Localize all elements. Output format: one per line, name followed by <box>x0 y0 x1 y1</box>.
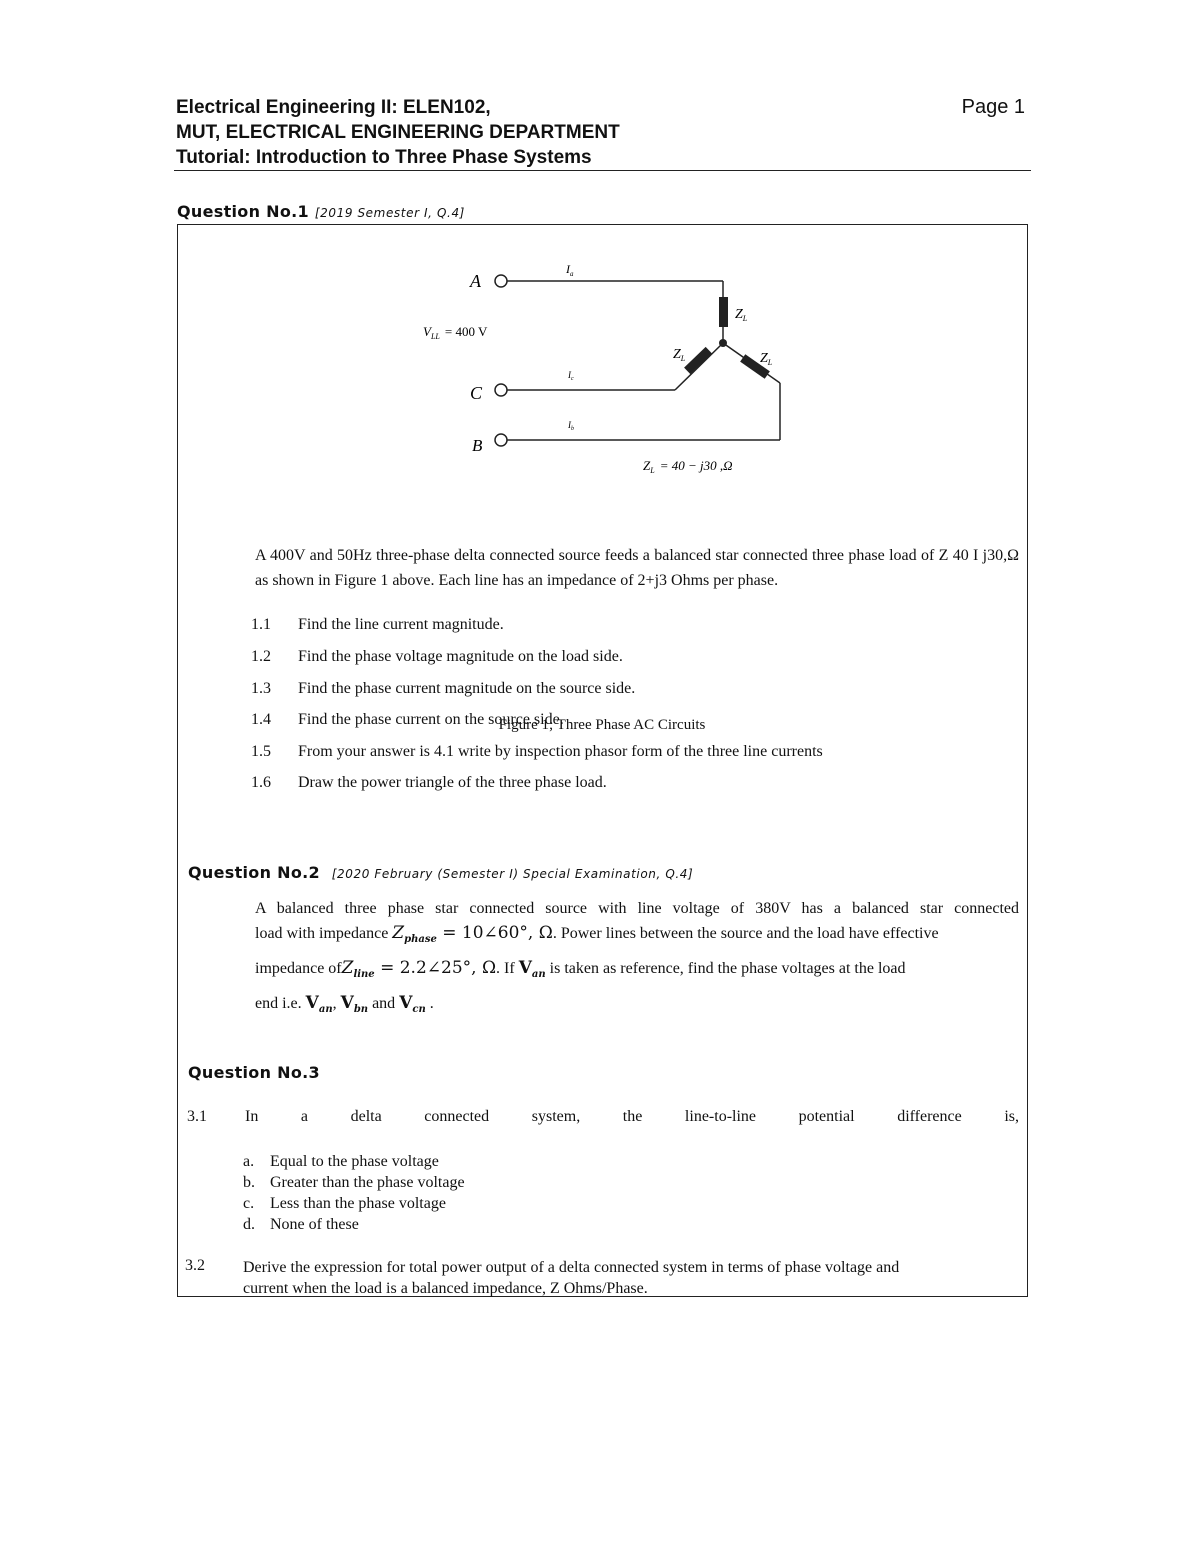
terminal-b <box>495 434 507 446</box>
q3-1-text: In a delta connected system, the line-to-line potential difference is, <box>245 1108 1019 1125</box>
vll-label: $V_{LL} = 400$ V <box>423 324 488 341</box>
question-1-paragraph: A 400V and 50Hz three-phase delta connected source feeds a balanced star connected three phase load of Z 40 I j30,Ω as shown in Figure 1 above. Each line has an impedance of 2+j3 Ohms per phase. <box>255 547 1019 589</box>
q1-item-4: 1.4 Find the phase current on the source side. <box>251 711 564 728</box>
q1-item-6: 1.6 Draw the power triangle of the three phase load. <box>251 774 607 791</box>
ic-label: $I_c$ <box>568 370 574 382</box>
ia-label: $I_a$ <box>566 262 574 278</box>
question-2-title: Question No.2 [2020 February (Semester I) Special Examination, Q.4] <box>188 863 694 882</box>
zl-top-label: $Z_L$ <box>735 307 748 323</box>
v-bn-symbol: $V_{bn}$ <box>340 993 369 1015</box>
node-c-label: C <box>470 383 483 403</box>
q1-item-2: 1.2 Find the phase voltage magnitude on the load side. <box>251 648 623 665</box>
question-2-note: [2020 February (Semester I) Special Examination, Q.4] <box>331 867 694 881</box>
zl-right-label: $Z_L$ <box>760 351 773 367</box>
q3-option-d: d. None of these <box>243 1216 359 1233</box>
q1-item-1: 1.1 Find the line current magnitude. <box>251 616 504 633</box>
tutorial-title: Tutorial: Introduction to Three Phase Systems <box>176 147 592 168</box>
q3-2-number: 3.2 <box>185 1257 205 1274</box>
q3-2-text: Derive the expression for total power output of a delta connected system in terms of phase voltage and current when the load is a balanced impedance, Z Ohms/Phase. <box>243 1259 900 1297</box>
zl-equation: $Z_L = 40 - j30$ ,Ω <box>643 458 733 475</box>
questions-box <box>177 224 1028 1297</box>
question-3-title: Question No.3 <box>188 1063 320 1082</box>
figure-1-caption: Figure 1; Three Phase AC Circuits <box>498 717 706 733</box>
department-title: MUT, ELECTRICAL ENGINEERING DEPARTMENT <box>176 122 620 143</box>
neutral-node <box>719 339 727 347</box>
node-b-label: B <box>472 436 483 455</box>
q2-line-1: A balanced three phase star connected source with line voltage of 380V has a balanced star connected <box>255 900 1019 917</box>
question-1-title: Question No.1 [2019 Semester I, Q.4] <box>177 202 465 221</box>
z-phase-equation: $Z_{phase}$ = 10∠60°, Ω <box>392 923 553 945</box>
q3-option-c: c. Less than the phase voltage <box>243 1195 446 1212</box>
question-1-note: [2019 Semester I, Q.4] <box>314 206 465 220</box>
page-number: Page 1 <box>961 96 1025 118</box>
z-line-equation: $Z_{line}$ = 2.2∠25°, Ω <box>341 958 497 980</box>
node-a-label: A <box>470 271 481 291</box>
q2-line-2: load with impedance $Z_{phase}$ = 10∠60°, Ω. Power lines between the source and the load have effective <box>255 923 939 945</box>
q3-option-a: a. Equal to the phase voltage <box>243 1153 439 1170</box>
zl-left-label: $Z_L$ <box>673 347 686 363</box>
q1-item-3: 1.3 Find the phase current magnitude on the source side. <box>251 680 636 697</box>
three-phase-circuit-figure <box>178 225 1026 495</box>
v-cn-symbol: $V_{cn}$ <box>399 993 426 1015</box>
v-an-symbol: $V_{an}$ <box>518 958 546 980</box>
impedance-top <box>719 297 728 327</box>
q1-item-5: 1.5 From your answer is 4.1 write by inspection phasor form of the three line currents <box>251 743 823 760</box>
terminal-c <box>495 384 507 396</box>
q3-option-b: b. Greater than the phase voltage <box>243 1174 465 1191</box>
terminal-a <box>495 275 507 287</box>
impedance-left <box>684 347 712 374</box>
q2-line-4: end i.e. $V_{an}$, $V_{bn}$ and $V_{cn}$ . <box>255 993 434 1015</box>
course-title: Electrical Engineering II: ELEN102, <box>176 97 491 118</box>
q3-1-number: 3.1 <box>187 1108 207 1125</box>
q2-line-3: impedance ofZ$_{line}$ = 2.2∠25°, Ω. If $V_{an}$ is taken as reference, find the phase voltages at the load <box>255 958 906 980</box>
v-an-symbol-2: $V_{an}$ <box>305 993 333 1015</box>
ib-label: $I_b$ <box>568 420 574 432</box>
header-rule <box>174 170 1031 171</box>
